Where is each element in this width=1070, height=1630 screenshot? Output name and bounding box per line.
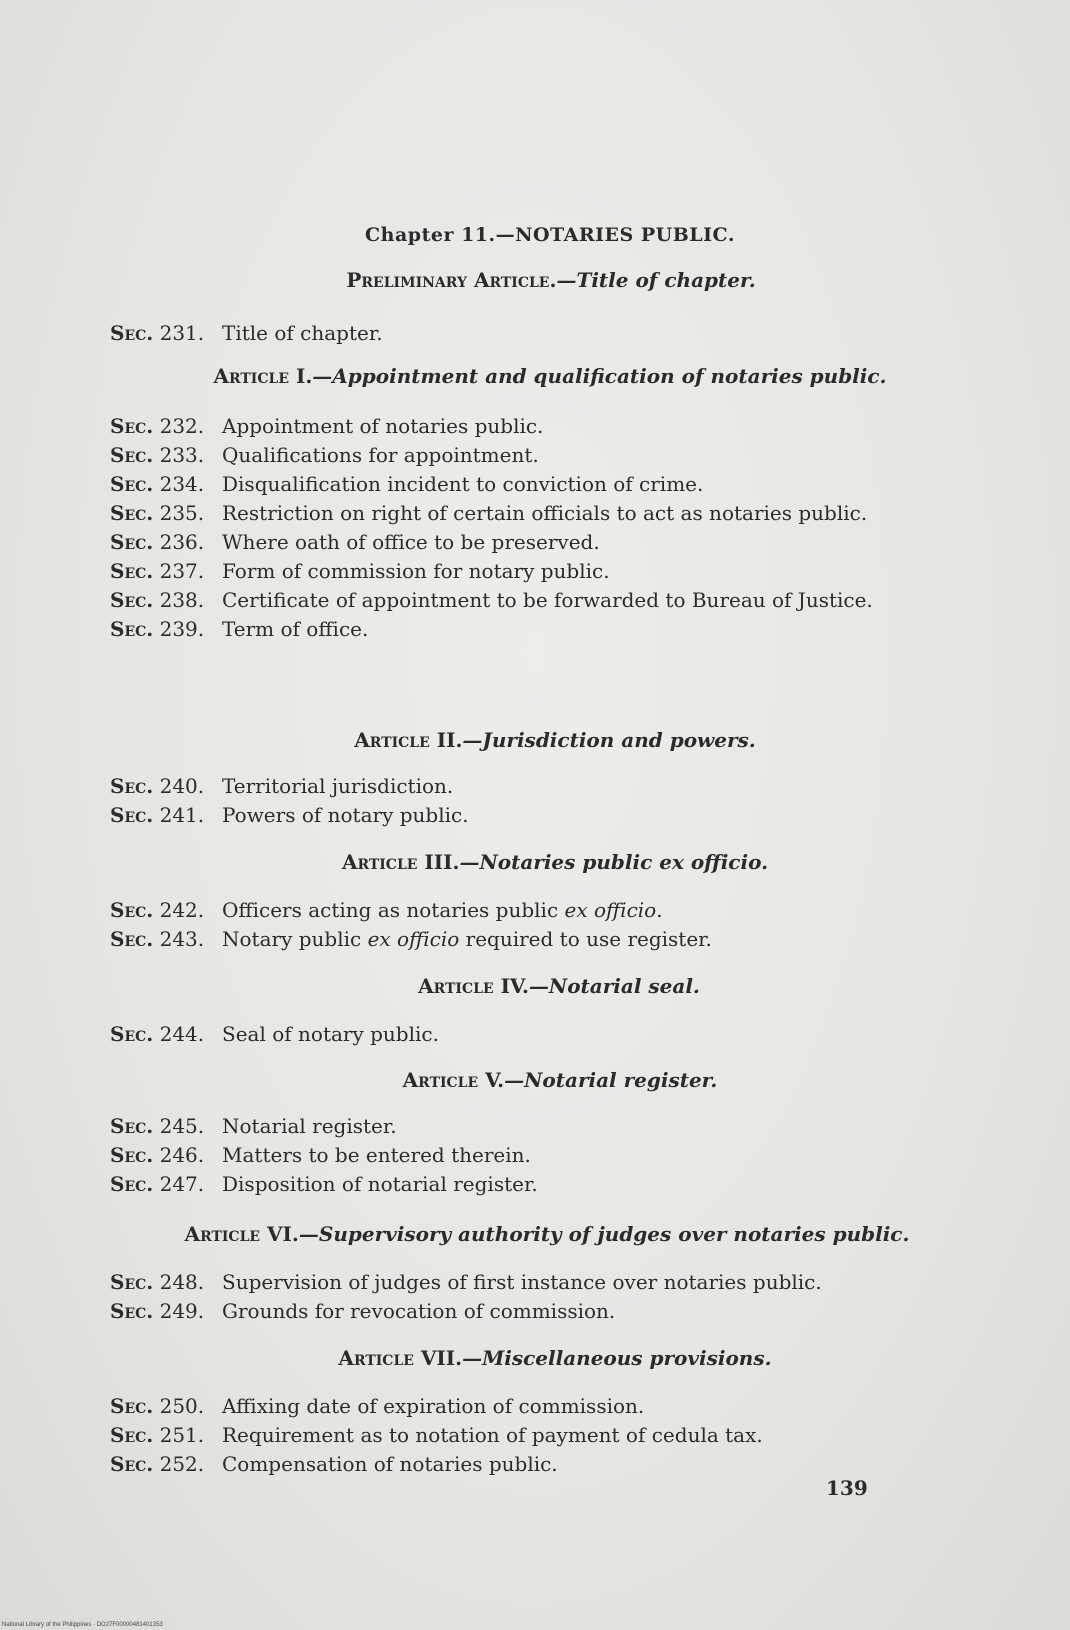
sec-number: 243. [159, 927, 205, 951]
sec-label: Sec. [110, 617, 154, 641]
section-list-article-1 [110, 412, 960, 644]
sec-label: Sec. [110, 321, 154, 345]
article-prefix: Article V. [402, 1068, 505, 1092]
sec-label: Sec. [110, 530, 154, 554]
sec-label: Sec. [110, 1394, 154, 1418]
article-title: —Notarial seal. [528, 974, 700, 998]
sec-text: Seal of notary public. [222, 1022, 439, 1046]
sec-label: Sec. [110, 414, 154, 438]
article-heading-1 [0, 364, 1070, 388]
sec-label: Sec. [110, 1423, 154, 1447]
sec-label: Sec. [110, 1172, 154, 1196]
section-list-preliminary [110, 319, 960, 348]
sec-label: Sec. [110, 1299, 154, 1323]
sec-label: Sec. [110, 472, 154, 496]
section-list-article-3 [110, 896, 960, 954]
section-item-238 [110, 586, 960, 615]
sec-label: Sec. [110, 927, 154, 951]
section-item-242 [110, 896, 960, 925]
section-list-article-5 [110, 1112, 960, 1199]
article-title: —Title of chapter. [556, 268, 756, 292]
sec-text: Matters to be entered therein. [222, 1143, 531, 1167]
article-title: —Supervisory authority of judges over notaries public. [298, 1222, 910, 1246]
section-item-247 [110, 1170, 960, 1199]
article-prefix: Preliminary Article. [346, 268, 557, 292]
section-item-239 [110, 615, 960, 644]
sec-text: Qualifications for appointment. [222, 443, 539, 467]
sec-number: 247. [159, 1172, 205, 1196]
article-prefix: Article I. [213, 364, 313, 388]
sec-text: Officers acting as notaries public ex officio. [222, 898, 663, 922]
sec-number: 244. [159, 1022, 205, 1046]
section-item-245 [110, 1112, 960, 1141]
section-item-233 [110, 441, 960, 470]
sec-text: Title of chapter. [222, 321, 383, 345]
sec-number: 249. [159, 1299, 205, 1323]
article-heading-2 [0, 728, 1070, 752]
sec-text: Notarial register. [222, 1114, 397, 1138]
article-heading-3 [0, 850, 1070, 874]
section-item-252 [110, 1450, 960, 1479]
sec-label: Sec. [110, 774, 154, 798]
sec-label: Sec. [110, 1270, 154, 1294]
sec-number: 239. [159, 617, 205, 641]
sec-label: Sec. [110, 501, 154, 525]
sec-number: 251. [159, 1423, 205, 1447]
sec-number: 231. [159, 321, 205, 345]
section-list-article-4 [110, 1020, 960, 1049]
sec-number: 236. [159, 530, 205, 554]
article-heading-6 [0, 1222, 1070, 1246]
sec-label: Sec. [110, 588, 154, 612]
chapter-title: Chapter 11.—NOTARIES PUBLIC. [365, 224, 735, 246]
article-title: —Appointment and qualification of notaries public. [312, 364, 887, 388]
section-item-237 [110, 557, 960, 586]
sec-label: Sec. [110, 443, 154, 467]
sec-number: 237. [159, 559, 205, 583]
sec-number: 248. [159, 1270, 205, 1294]
section-item-243 [110, 925, 960, 954]
section-item-248 [110, 1268, 960, 1297]
sec-text: Requirement as to notation of payment of cedula tax. [222, 1423, 763, 1447]
sec-text: Term of office. [222, 617, 369, 641]
sec-number: 241. [159, 803, 205, 827]
article-heading-preliminary [0, 268, 1070, 292]
page-number: 139 [826, 1476, 868, 1500]
section-list-article-7 [110, 1392, 960, 1479]
sec-text: Affixing date of expiration of commission. [222, 1394, 645, 1418]
sec-text: Powers of notary public. [222, 803, 469, 827]
sec-label: Sec. [110, 803, 154, 827]
section-item-241 [110, 801, 960, 830]
footer-note: National Library of the Philippines · DO27F00000481401353 [2, 1622, 163, 1628]
section-item-231 [110, 319, 960, 348]
article-title: —Jurisdiction and powers. [462, 728, 756, 752]
article-title: —Notarial register. [504, 1068, 718, 1092]
section-item-235 [110, 499, 960, 528]
section-item-246 [110, 1141, 960, 1170]
sec-number: 240. [159, 774, 205, 798]
sec-text: Disqualification incident to conviction of crime. [222, 472, 704, 496]
section-item-250 [110, 1392, 960, 1421]
sec-label: Sec. [110, 1114, 154, 1138]
sec-label: Sec. [110, 898, 154, 922]
sec-number: 233. [159, 443, 205, 467]
sec-text: Compensation of notaries public. [222, 1452, 558, 1476]
section-list-article-6 [110, 1268, 960, 1326]
article-heading-4 [0, 974, 1070, 998]
sec-label: Sec. [110, 1143, 154, 1167]
article-prefix: Article VII. [338, 1346, 463, 1370]
section-item-244 [110, 1020, 960, 1049]
article-title: —Notaries public ex officio. [459, 850, 769, 874]
sec-text: Supervision of judges of first instance over notaries public. [222, 1270, 822, 1294]
sec-text: Appointment of notaries public. [222, 414, 544, 438]
sec-number: 232. [159, 414, 205, 438]
section-list-article-2 [110, 772, 960, 830]
article-prefix: Article II. [354, 728, 463, 752]
section-item-249 [110, 1297, 960, 1326]
sec-number: 250. [159, 1394, 205, 1418]
sec-text: Where oath of office to be preserved. [222, 530, 600, 554]
sec-text: Restriction on right of certain officials to act as notaries public. [222, 501, 868, 525]
sec-number: 234. [159, 472, 205, 496]
sec-number: 242. [159, 898, 205, 922]
article-title: —Miscellaneous provisions. [462, 1346, 772, 1370]
sec-text: Certificate of appointment to be forwarded to Bureau of Justice. [222, 588, 873, 612]
article-prefix: Article VI. [184, 1222, 299, 1246]
sec-number: 235. [159, 501, 205, 525]
sec-label: Sec. [110, 1452, 154, 1476]
sec-text: Disposition of notarial register. [222, 1172, 538, 1196]
sec-number: 245. [159, 1114, 205, 1138]
article-heading-7 [0, 1346, 1070, 1370]
sec-number: 252. [159, 1452, 205, 1476]
sec-label: Sec. [110, 559, 154, 583]
article-prefix: Article III. [341, 850, 460, 874]
article-heading-5 [0, 1068, 1070, 1092]
section-item-240 [110, 772, 960, 801]
sec-number: 238. [159, 588, 205, 612]
article-prefix: Article IV. [418, 974, 529, 998]
section-item-232 [110, 412, 960, 441]
section-item-236 [110, 528, 960, 557]
sec-label: Sec. [110, 1022, 154, 1046]
sec-text: Territorial jurisdiction. [222, 774, 454, 798]
sec-text: Notary public ex officio required to use register. [222, 927, 712, 951]
sec-text: Form of commission for notary public. [222, 559, 610, 583]
section-item-251 [110, 1421, 960, 1450]
section-item-234 [110, 470, 960, 499]
sec-number: 246. [159, 1143, 205, 1167]
sec-text: Grounds for revocation of commission. [222, 1299, 616, 1323]
